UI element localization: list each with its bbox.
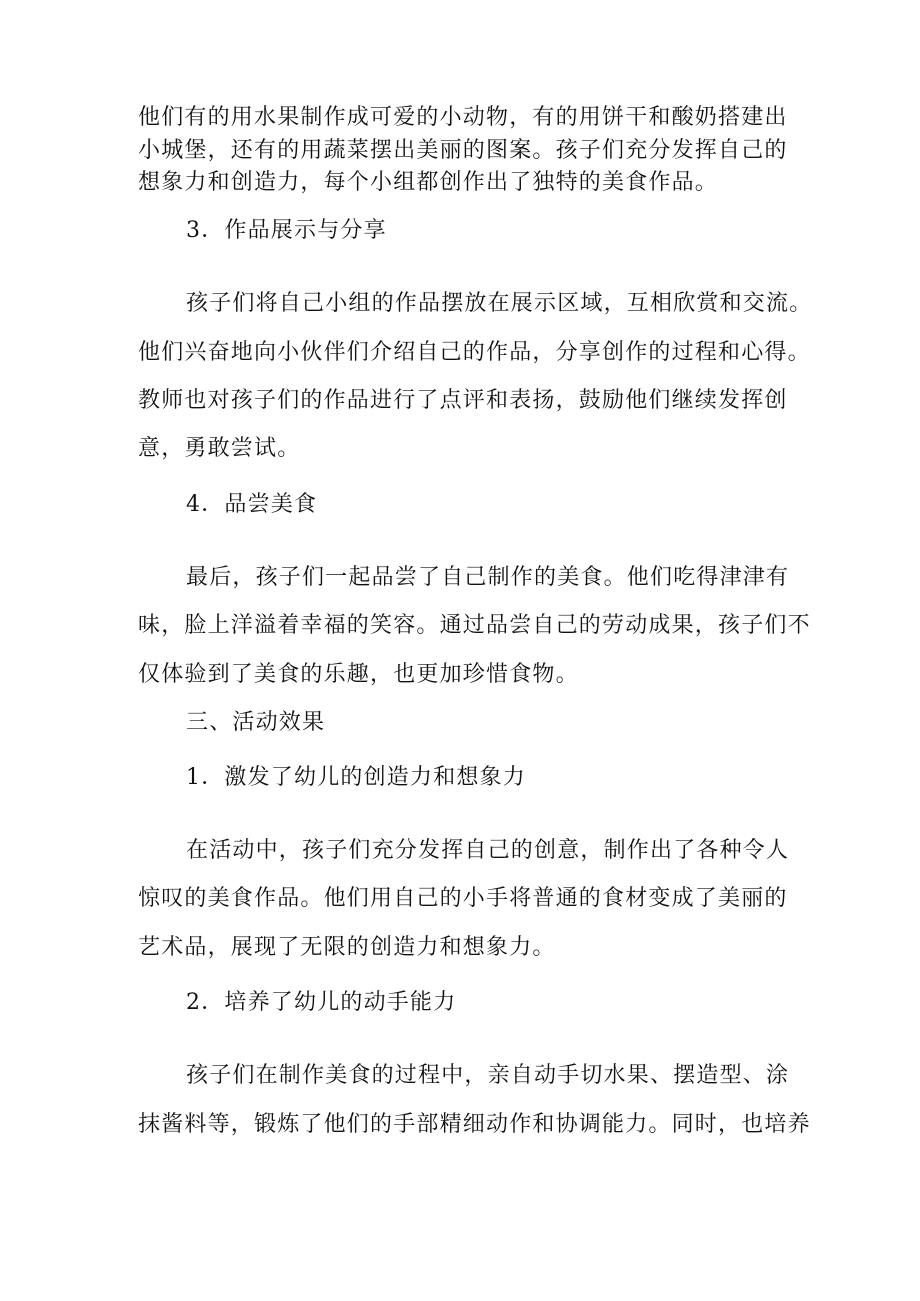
paragraph-line: 小城堡，还有的用蔬菜摆出美丽的图案。孩子们充分发挥自己的 [138,138,788,163]
paragraph-line: 孩子们在制作美食的过程中，亲自动手切水果、摆造型、涂 [186,1063,790,1088]
paragraph-line: 仅体验到了美食的乐趣，也更加珍惜食物。 [138,662,579,687]
paragraph-line: 艺术品，展现了无限的创造力和想象力。 [138,935,556,960]
section-heading: 三、活动效果 [186,710,326,735]
paragraph-line: 他们有的用水果制作成可爱的小动物，有的用饼干和酸奶搭建出 [138,105,788,130]
paragraph-line: 意，勇敢尝试。 [138,436,301,461]
paragraph-line: 在活动中，孩子们充分发挥自己的创意，制作出了各种令人 [186,838,790,863]
subheading-effect-2: 2．培养了幼儿的动手能力 [186,990,457,1015]
subheading-effect-1: 1．激发了幼儿的创造力和想象力 [186,765,526,790]
paragraph-line: 最后，孩子们一起品尝了自己制作的美食。他们吃得津津有 [186,565,790,590]
subheading-4: 4．品尝美食 [186,492,318,517]
paragraph-line: 想象力和创造力，每个小组都创作出了独特的美食作品。 [138,170,719,195]
paragraph-line: 惊叹的美食作品。他们用自己的小手将普通的食材变成了美丽的 [138,886,788,911]
paragraph-line: 味，脸上洋溢着幸福的笑容。通过品尝自己的劳动成果，孩子们不 [138,613,811,638]
subheading-3: 3．作品展示与分享 [186,218,387,243]
paragraph-line: 孩子们将自己小组的作品摆放在展示区域，互相欣赏和交流。 [186,291,813,316]
paragraph-line: 抹酱料等，锻炼了他们的手部精细动作和协调能力。同时，也培养 [138,1112,811,1137]
paragraph-line: 他们兴奋地向小伙伴们介绍自己的作品，分享创作的过程和心得。 [138,340,811,365]
paragraph-line: 教师也对孩子们的作品进行了点评和表扬，鼓励他们继续发挥创 [138,388,788,413]
